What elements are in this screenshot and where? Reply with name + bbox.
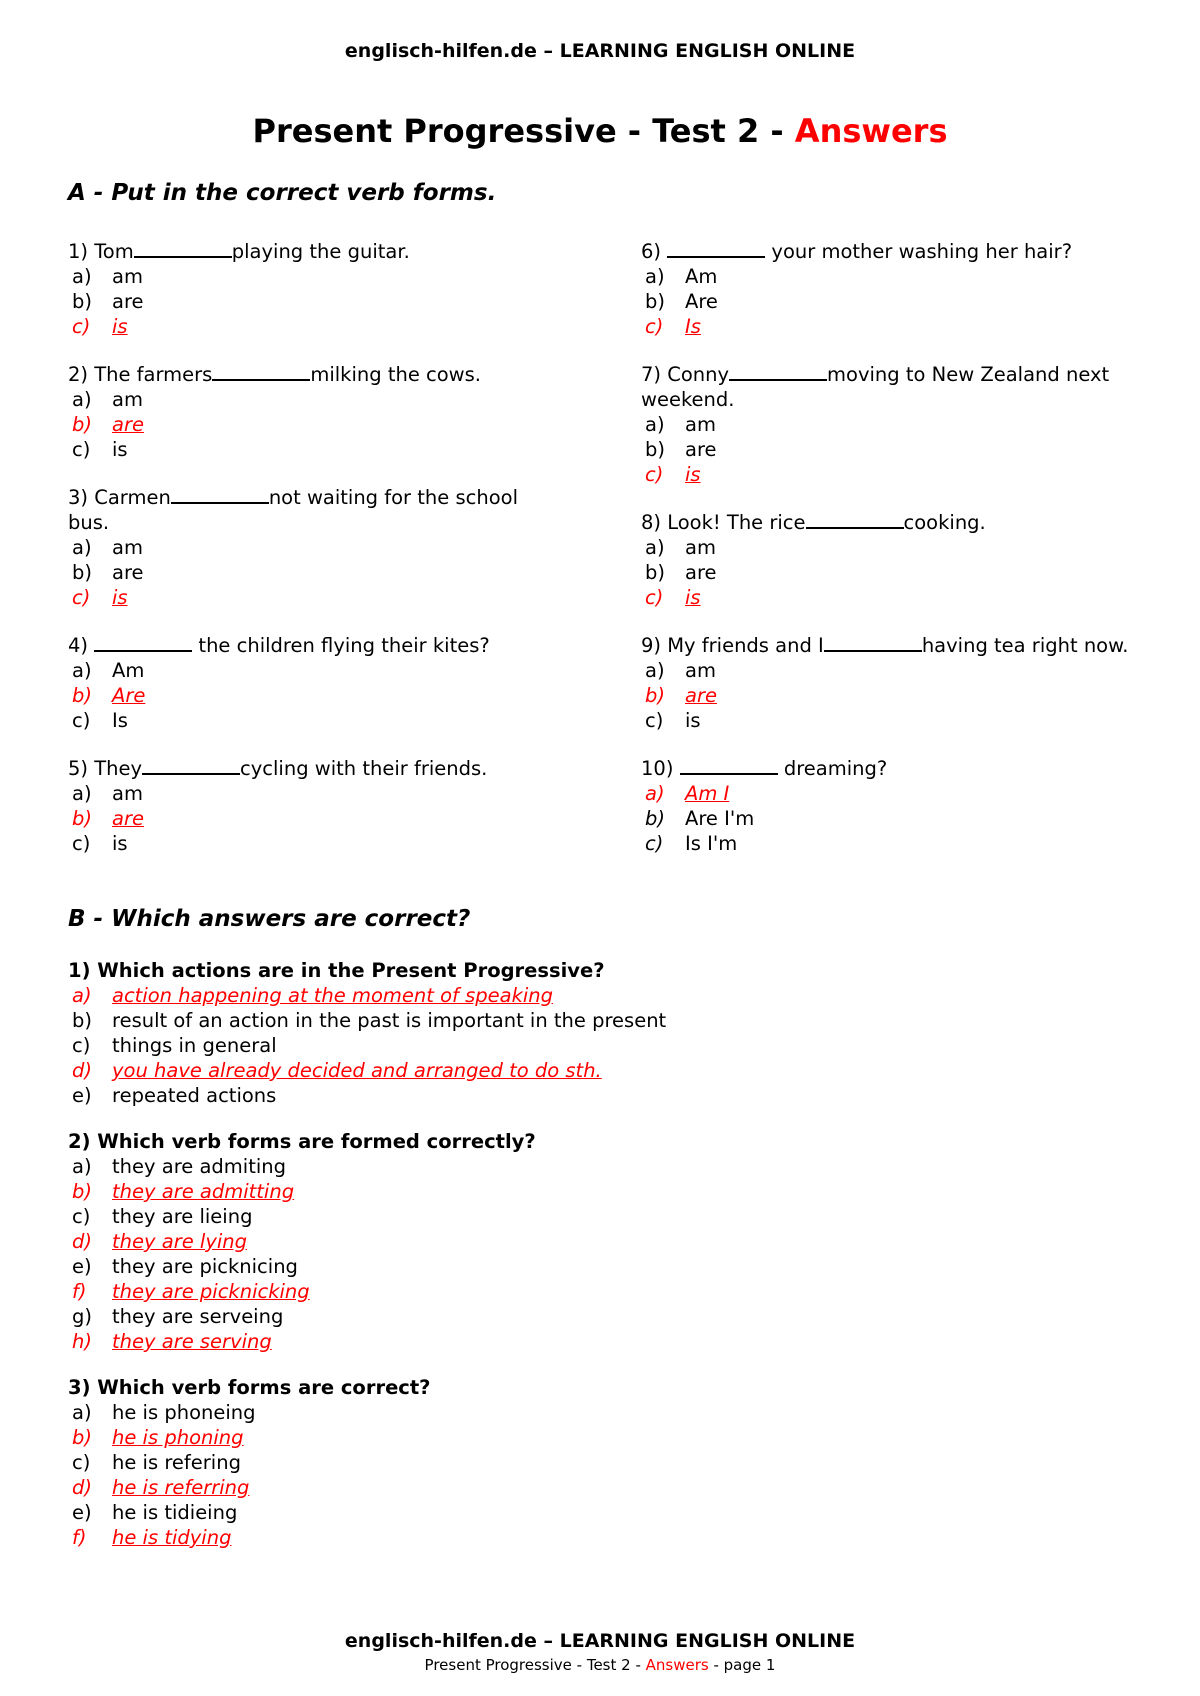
option-letter: a) bbox=[72, 388, 92, 411]
question-suffix: milking the cows. bbox=[310, 363, 481, 386]
option-letter: b) bbox=[645, 807, 665, 830]
option-text: am bbox=[685, 659, 716, 682]
question-text: 1) Which actions are in the Present Progressive? bbox=[68, 959, 605, 982]
question-block bbox=[68, 631, 558, 733]
option-text: he is phoneing bbox=[112, 1401, 256, 1424]
option-letter: c) bbox=[72, 1034, 91, 1057]
option bbox=[641, 535, 1141, 560]
section-a-left-column bbox=[68, 237, 558, 877]
option-text: are bbox=[112, 807, 144, 830]
question-prefix: 1) Tom bbox=[68, 240, 134, 263]
question-block bbox=[68, 754, 558, 856]
correct-option bbox=[641, 314, 1141, 339]
question-prefix: 2) The farmers bbox=[68, 363, 213, 386]
option-letter: a) bbox=[72, 265, 92, 288]
option-letter: c) bbox=[72, 315, 91, 338]
option-letter: b) bbox=[72, 290, 92, 313]
correct-option bbox=[68, 1425, 1128, 1450]
question-suffix: having tea right now. bbox=[921, 634, 1129, 657]
option-text: is bbox=[685, 586, 701, 609]
question-prefix: 3) Carmen bbox=[68, 486, 171, 509]
question-text bbox=[68, 237, 558, 264]
option bbox=[68, 1204, 1128, 1229]
option bbox=[68, 1400, 1128, 1425]
option-text: is bbox=[685, 463, 701, 486]
option-text: Am bbox=[685, 265, 718, 288]
answer-blank bbox=[729, 360, 827, 381]
correct-option bbox=[68, 1179, 1128, 1204]
option-text: action happening at the moment of speaking bbox=[112, 984, 554, 1007]
option bbox=[641, 560, 1141, 585]
question-block bbox=[68, 360, 558, 462]
option-letter: f) bbox=[72, 1280, 87, 1303]
option-letter: c) bbox=[645, 832, 664, 855]
correct-option bbox=[68, 1525, 1128, 1550]
correct-option bbox=[641, 781, 1141, 806]
option-text: they are admiting bbox=[112, 1155, 287, 1178]
option-letter: c) bbox=[72, 586, 91, 609]
option-text: he is refering bbox=[112, 1451, 241, 1474]
option-text: he is referring bbox=[112, 1476, 250, 1499]
option-letter: c) bbox=[645, 586, 664, 609]
option bbox=[68, 1008, 1128, 1033]
question-prefix: 7) Conny bbox=[641, 363, 730, 386]
option-letter: c) bbox=[645, 709, 664, 732]
answer-blank bbox=[806, 508, 904, 529]
option-letter: h) bbox=[72, 1330, 92, 1353]
option bbox=[68, 1033, 1128, 1058]
option bbox=[68, 831, 558, 856]
page-header: englisch-hilfen.de – LEARNING ENGLISH ONLINE bbox=[344, 40, 856, 62]
option-letter: a) bbox=[645, 782, 665, 805]
option-letter: b) bbox=[645, 684, 665, 707]
option-text: are bbox=[685, 561, 717, 584]
question-text: 2) Which verb forms are formed correctly? bbox=[68, 1130, 536, 1153]
option-text: is bbox=[112, 832, 128, 855]
correct-option bbox=[641, 683, 1141, 708]
page-footer: englisch-hilfen.de – LEARNING ENGLISH ONLINE bbox=[344, 1630, 856, 1652]
question-block bbox=[68, 1375, 1128, 1550]
option-letter: e) bbox=[72, 1255, 92, 1278]
option-letter: a) bbox=[645, 659, 665, 682]
question-block bbox=[641, 237, 1141, 339]
page-title bbox=[0, 112, 1200, 150]
option-letter: b) bbox=[72, 1009, 92, 1032]
option bbox=[641, 658, 1141, 683]
question-block bbox=[68, 1129, 1128, 1354]
answer-blank bbox=[134, 237, 232, 258]
option bbox=[68, 387, 558, 412]
option-text: is bbox=[112, 315, 128, 338]
option-letter: c) bbox=[72, 709, 91, 732]
option-letter: a) bbox=[72, 659, 92, 682]
option-letter: d) bbox=[72, 1230, 92, 1253]
option-letter: c) bbox=[645, 315, 664, 338]
option-letter: a) bbox=[72, 1155, 92, 1178]
question-block bbox=[641, 508, 1141, 610]
question-prefix: 9) My friends and I bbox=[641, 634, 824, 657]
option bbox=[68, 264, 558, 289]
option-text: repeated actions bbox=[112, 1084, 277, 1107]
option-letter: a) bbox=[72, 984, 92, 1007]
footer-sub-post: - page 1 bbox=[708, 1656, 776, 1674]
question-text bbox=[68, 483, 558, 535]
option-text: they are serveing bbox=[112, 1305, 284, 1328]
option-text: am bbox=[112, 536, 143, 559]
question-text bbox=[641, 360, 1141, 412]
question-text bbox=[68, 360, 558, 387]
question-suffix: dreaming? bbox=[777, 757, 888, 780]
option-text: they are admitting bbox=[112, 1180, 295, 1203]
option-letter: a) bbox=[72, 782, 92, 805]
correct-option bbox=[68, 585, 558, 610]
question-block bbox=[641, 754, 1141, 856]
option-letter: g) bbox=[72, 1305, 92, 1328]
option-letter: a) bbox=[645, 536, 665, 559]
option bbox=[68, 1154, 1128, 1179]
answer-blank bbox=[212, 360, 310, 381]
option-letter: a) bbox=[72, 536, 92, 559]
option-text: Are bbox=[685, 290, 718, 313]
option-text: are bbox=[112, 290, 144, 313]
page-footer-sub bbox=[0, 1656, 1200, 1674]
answer-blank bbox=[667, 237, 765, 258]
option-text: Is I'm bbox=[685, 832, 738, 855]
option-text: am bbox=[112, 265, 143, 288]
option-letter: b) bbox=[645, 438, 665, 461]
option-letter: c) bbox=[645, 463, 664, 486]
option-letter: b) bbox=[645, 561, 665, 584]
option-text: are bbox=[112, 561, 144, 584]
question-text bbox=[641, 631, 1141, 658]
question-block bbox=[641, 631, 1141, 733]
question-block bbox=[68, 483, 558, 610]
question-prefix: 10) bbox=[641, 757, 674, 780]
correct-option bbox=[68, 683, 558, 708]
correct-option bbox=[68, 1058, 1128, 1083]
option-text: result of an action in the past is important in the present bbox=[112, 1009, 667, 1032]
option bbox=[68, 708, 558, 733]
answer-blank bbox=[824, 631, 922, 652]
option bbox=[68, 560, 558, 585]
option bbox=[68, 658, 558, 683]
option-letter: c) bbox=[72, 832, 91, 855]
question-block bbox=[68, 958, 1128, 1108]
footer-sub-accent: Answers bbox=[645, 1656, 709, 1674]
question-suffix: your mother washing her hair? bbox=[765, 240, 1073, 263]
section-a-title: A - Put in the correct verb forms. bbox=[68, 180, 497, 206]
option-text: is bbox=[685, 709, 701, 732]
correct-option bbox=[68, 806, 558, 831]
option-text: Are I'm bbox=[685, 807, 755, 830]
correct-option bbox=[68, 983, 1128, 1008]
section-b-title: B - Which answers are correct? bbox=[68, 906, 471, 932]
option bbox=[68, 781, 558, 806]
correct-option bbox=[68, 1475, 1128, 1500]
question-suffix: playing the guitar. bbox=[231, 240, 410, 263]
option bbox=[68, 1254, 1128, 1279]
option-text: is bbox=[112, 438, 128, 461]
option-text: am bbox=[685, 536, 716, 559]
option-letter: b) bbox=[72, 561, 92, 584]
question-suffix: cooking. bbox=[903, 511, 986, 534]
option-text: you have already decided and arranged to do sth. bbox=[112, 1059, 602, 1082]
option bbox=[641, 708, 1141, 733]
section-b-questions bbox=[68, 958, 1128, 1571]
option bbox=[68, 1450, 1128, 1475]
option-text: Is bbox=[685, 315, 701, 338]
option-text: he is tidying bbox=[112, 1526, 232, 1549]
correct-option bbox=[68, 412, 558, 437]
option-letter: b) bbox=[72, 1426, 92, 1449]
answer-blank bbox=[171, 483, 269, 504]
question-text bbox=[641, 754, 1141, 781]
option-text: am bbox=[685, 413, 716, 436]
correct-option bbox=[68, 1279, 1128, 1304]
correct-option bbox=[641, 462, 1141, 487]
option-text: is bbox=[112, 586, 128, 609]
question-text: 3) Which verb forms are correct? bbox=[68, 1376, 431, 1399]
option-text: Is bbox=[112, 709, 128, 732]
question-suffix: moving to New Zealand next weekend. bbox=[641, 363, 1110, 411]
option bbox=[641, 831, 1141, 856]
correct-option bbox=[68, 314, 558, 339]
option-letter: f) bbox=[72, 1526, 87, 1549]
option bbox=[68, 1304, 1128, 1329]
question-suffix: not waiting for the school bus. bbox=[68, 486, 518, 534]
option-text: they are picknicking bbox=[112, 1280, 310, 1303]
option-text: are bbox=[112, 413, 144, 436]
title-main: Present Progressive - Test 2 - bbox=[252, 112, 795, 150]
option-text: are bbox=[685, 438, 717, 461]
option bbox=[68, 1500, 1128, 1525]
option bbox=[641, 289, 1141, 314]
correct-option bbox=[68, 1229, 1128, 1254]
answer-blank bbox=[94, 631, 192, 652]
correct-option bbox=[641, 585, 1141, 610]
option-text: are bbox=[685, 684, 717, 707]
option-text: Am I bbox=[685, 782, 730, 805]
question-suffix: the children flying their kites? bbox=[192, 634, 490, 657]
option-letter: d) bbox=[72, 1476, 92, 1499]
option-letter: c) bbox=[72, 1451, 91, 1474]
option-letter: b) bbox=[645, 290, 665, 313]
title-accent: Answers bbox=[794, 112, 948, 150]
option-text: am bbox=[112, 782, 143, 805]
question-text bbox=[68, 754, 558, 781]
answer-blank bbox=[142, 754, 240, 775]
option-text: things in general bbox=[112, 1034, 277, 1057]
option bbox=[641, 806, 1141, 831]
question-block bbox=[641, 360, 1141, 487]
question-prefix: 6) bbox=[641, 240, 662, 263]
option bbox=[68, 535, 558, 560]
question-prefix: 4) bbox=[68, 634, 89, 657]
option-letter: c) bbox=[72, 438, 91, 461]
correct-option bbox=[68, 1329, 1128, 1354]
option-text: he is tidieing bbox=[112, 1501, 238, 1524]
option bbox=[641, 264, 1141, 289]
answer-blank bbox=[680, 754, 778, 775]
option-letter: a) bbox=[72, 1401, 92, 1424]
option-letter: a) bbox=[645, 413, 665, 436]
question-prefix: 5) They bbox=[68, 757, 143, 780]
option-text: am bbox=[112, 388, 143, 411]
footer-sub-pre: Present Progressive - Test 2 - bbox=[424, 1656, 646, 1674]
option-letter: c) bbox=[72, 1205, 91, 1228]
option-letter: e) bbox=[72, 1501, 92, 1524]
option-letter: e) bbox=[72, 1084, 92, 1107]
option-text: they are serving bbox=[112, 1330, 272, 1353]
question-text bbox=[68, 631, 558, 658]
option-text: they are lying bbox=[112, 1230, 248, 1253]
question-block bbox=[68, 237, 558, 339]
question-text bbox=[641, 508, 1141, 535]
option bbox=[641, 437, 1141, 462]
option-text: they are picknicing bbox=[112, 1255, 298, 1278]
option-text: Are bbox=[112, 684, 146, 707]
option-letter: a) bbox=[645, 265, 665, 288]
question-prefix: 8) Look! The rice bbox=[641, 511, 806, 534]
option-letter: b) bbox=[72, 413, 92, 436]
option-text: Am bbox=[112, 659, 145, 682]
option bbox=[68, 289, 558, 314]
option-letter: d) bbox=[72, 1059, 92, 1082]
option-text: they are lieing bbox=[112, 1205, 253, 1228]
option-letter: b) bbox=[72, 1180, 92, 1203]
section-a-right-column bbox=[641, 237, 1141, 877]
option bbox=[68, 437, 558, 462]
option bbox=[68, 1083, 1128, 1108]
option-text: he is phoning bbox=[112, 1426, 244, 1449]
option bbox=[641, 412, 1141, 437]
option-letter: b) bbox=[72, 684, 92, 707]
question-suffix: cycling with their friends. bbox=[240, 757, 488, 780]
question-text bbox=[641, 237, 1141, 264]
option-letter: b) bbox=[72, 807, 92, 830]
